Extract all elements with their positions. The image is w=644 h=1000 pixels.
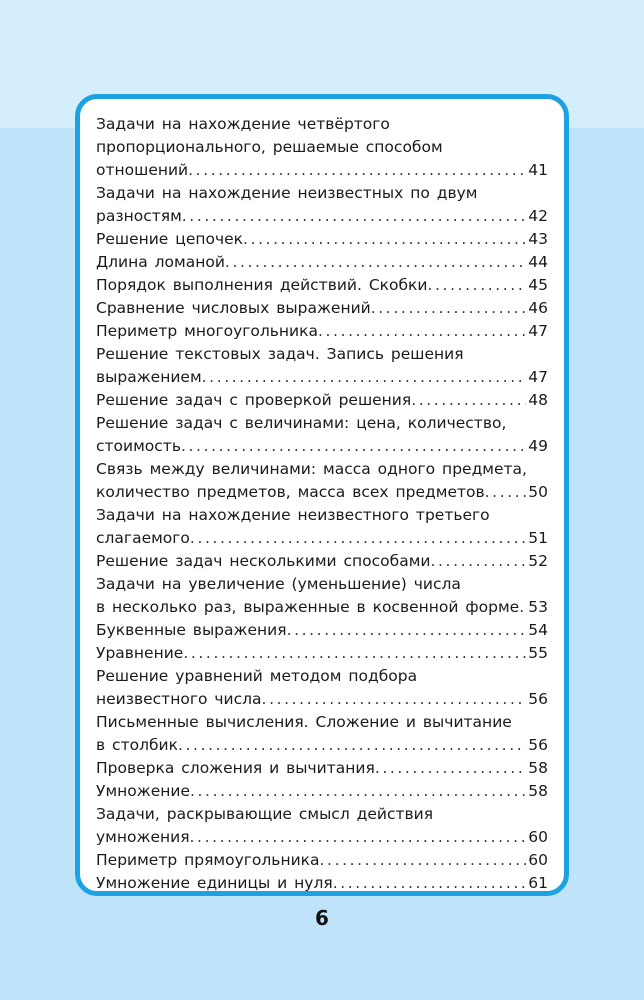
page-number: 6 (315, 906, 329, 930)
toc-leader-dots (183, 642, 526, 665)
toc-entry-title: разностям (96, 207, 182, 225)
toc-entry (96, 711, 548, 757)
toc-leader-dots (485, 481, 527, 504)
toc-page-number: 42 (528, 207, 548, 225)
toc-leader-dots (181, 435, 526, 458)
toc-entry (96, 872, 548, 895)
toc-page-number: 47 (528, 368, 548, 386)
toc-leader-dots (320, 849, 527, 872)
toc-leader-dots (188, 159, 526, 182)
toc-entry (96, 412, 548, 458)
toc-leader-dots (375, 757, 526, 780)
toc-entry-title: Задачи, раскрывающие смысл действия (96, 805, 434, 823)
toc-page-number: 54 (528, 621, 548, 639)
toc-line (96, 297, 548, 320)
toc-entry-title: Решение уравнений методом подбора (96, 667, 418, 685)
toc-entry-title: Решение текстовых задач. Запись решения (96, 345, 464, 363)
toc-entry-title: Умножение единицы и нуля (96, 874, 333, 892)
toc-line (96, 527, 548, 550)
toc-line (96, 159, 548, 182)
toc-page-number: 47 (528, 322, 548, 340)
toc-entry-title: в столбик (96, 736, 178, 754)
toc-page-number: 45 (528, 276, 548, 294)
toc-entry-title: Задачи на нахождение неизвестного третьего (96, 506, 490, 524)
toc-leader-dots (178, 734, 526, 757)
toc-entry-title: Уравнение (96, 644, 184, 662)
toc-leader-dots (190, 826, 527, 849)
toc-entry-title: Периметр прямоугольника (96, 851, 320, 869)
toc-page-number: 48 (528, 391, 548, 409)
table-of-contents-panel (75, 94, 569, 896)
toc-line (96, 596, 548, 619)
toc-entry-title: умножения (96, 828, 190, 846)
toc-entry (96, 228, 548, 251)
toc-entry (96, 757, 548, 780)
toc-leader-dots (428, 274, 527, 297)
toc-line (96, 228, 548, 251)
toc-page-number: 60 (528, 851, 548, 869)
toc-page-number: 58 (528, 782, 548, 800)
toc-leader-dots (431, 550, 527, 573)
toc-line (96, 826, 548, 849)
toc-page-number: 58 (528, 759, 548, 777)
toc-entry-title: Задачи на увеличение (уменьшение) числа (96, 575, 461, 593)
toc-leader-dots (202, 366, 527, 389)
toc-line (96, 274, 548, 297)
toc-entry-title: Периметр многоугольника (96, 322, 318, 340)
toc-line (96, 550, 548, 573)
toc-entry (96, 780, 548, 803)
toc-entry (96, 182, 548, 228)
toc-entry (96, 320, 548, 343)
toc-entry-title: неизвестного числа (96, 690, 262, 708)
toc-line (96, 412, 548, 435)
toc-line (96, 642, 548, 665)
toc-leader-dots (411, 389, 526, 412)
toc-line (96, 665, 548, 688)
toc-entry-title: Сравнение числовых выражений (96, 299, 371, 317)
toc-leader-dots (287, 619, 527, 642)
toc-leader-dots (262, 688, 527, 711)
toc-entry-title: Письменные вычисления. Сложение и вычитание (96, 713, 512, 731)
toc-line (96, 182, 548, 205)
toc-page-number: 60 (528, 828, 548, 846)
toc-entry-title: Длина ломаной (96, 253, 225, 271)
toc-page-number: 44 (528, 253, 548, 271)
toc-line (96, 205, 548, 228)
toc-entry-title: Задачи на нахождение неизвестных по двум (96, 184, 478, 202)
toc-line (96, 688, 548, 711)
toc-entry (96, 849, 548, 872)
toc-line (96, 711, 548, 734)
toc-line (96, 320, 548, 343)
toc-entry (96, 343, 548, 389)
toc-line (96, 619, 548, 642)
toc-entry-title: Проверка сложения и вычитания (96, 759, 375, 777)
toc-entry (96, 458, 548, 504)
toc-leader-dots (190, 527, 526, 550)
toc-entry-title: выражением (96, 368, 202, 386)
toc-page-number: 52 (528, 552, 548, 570)
toc-entry-title: Порядок выполнения действий. Скобки (96, 276, 428, 294)
toc-page-number: 51 (528, 529, 548, 547)
toc-page-number: 50 (528, 483, 548, 501)
toc-entry-title: Задачи на нахождение четвёртого (96, 115, 390, 133)
toc-line (96, 573, 548, 596)
toc-page-number: 55 (528, 644, 548, 662)
toc-entry (96, 550, 548, 573)
toc-entry-title: Решение цепочек (96, 230, 244, 248)
toc-entry-title: отношений (96, 161, 189, 179)
toc-line (96, 458, 548, 481)
toc-entry (96, 251, 548, 274)
toc-line (96, 113, 548, 136)
toc-entry-title: Буквенные выражения (96, 621, 287, 639)
toc-page-number: 41 (528, 161, 548, 179)
toc-page-number: 56 (528, 736, 548, 754)
toc-entry-title: Умножение (96, 782, 190, 800)
toc-page-number: 53 (528, 598, 548, 616)
toc-leader-dots (371, 297, 527, 320)
toc-line (96, 780, 548, 803)
toc-line (96, 504, 548, 527)
toc-line (96, 803, 548, 826)
toc-line (96, 481, 548, 504)
toc-page-number: 61 (528, 874, 548, 892)
toc-line (96, 849, 548, 872)
toc-leader-dots (333, 872, 527, 895)
toc-entry-title: стоимость (96, 437, 181, 455)
toc-line (96, 366, 548, 389)
toc-line (96, 251, 548, 274)
toc-entry-title: пропорционального, решаемые способом (96, 138, 443, 156)
toc-entry (96, 803, 548, 849)
toc-entry-title: Связь между величинами: масса одного предмета, (96, 460, 527, 478)
toc-page-number: 56 (528, 690, 548, 708)
toc-leader-dots (182, 205, 527, 228)
toc-entry (96, 389, 548, 412)
toc-entry (96, 504, 548, 550)
toc-leader-dots (519, 596, 526, 619)
toc-entry (96, 573, 548, 619)
toc-line (96, 136, 548, 159)
toc-entry (96, 642, 548, 665)
toc-line (96, 435, 548, 458)
toc-line (96, 872, 548, 895)
toc-leader-dots (190, 780, 526, 803)
toc-entry (96, 274, 548, 297)
toc-entry (96, 619, 548, 642)
toc-page-number: 46 (528, 299, 548, 317)
toc-entry-title: Решение задач несколькими способами (96, 552, 431, 570)
toc-line (96, 734, 548, 757)
toc-entry-title: количество предметов, масса всех предметов (96, 483, 485, 501)
toc-line (96, 389, 548, 412)
toc-page-number: 43 (528, 230, 548, 248)
toc-entry-title: Решение задач с проверкой решения (96, 391, 412, 409)
toc-line (96, 757, 548, 780)
toc-entry (96, 113, 548, 182)
toc-line (96, 343, 548, 366)
toc-entry-title: слагаемого (96, 529, 190, 547)
toc-entry-title: Решение задач с величинами: цена, количество, (96, 414, 507, 432)
toc-page-number: 49 (528, 437, 548, 455)
toc-leader-dots (318, 320, 526, 343)
toc-entry (96, 665, 548, 711)
toc-entry (96, 297, 548, 320)
toc-entry-title: в несколько раз, выраженные в косвенной форме (96, 598, 520, 616)
toc-leader-dots (225, 251, 526, 274)
toc-leader-dots (243, 228, 526, 251)
